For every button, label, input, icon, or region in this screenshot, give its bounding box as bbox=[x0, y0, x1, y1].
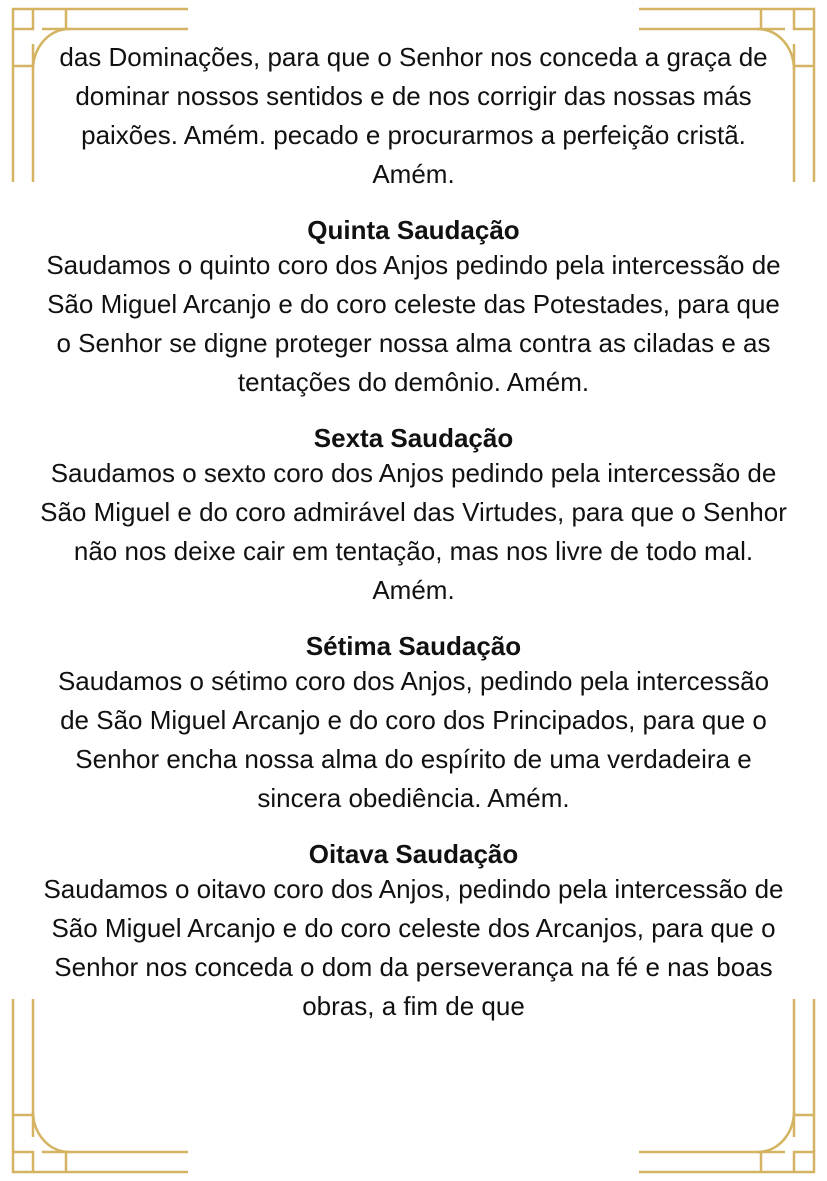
section-oitava bbox=[40, 838, 787, 1026]
section-setima bbox=[40, 630, 787, 818]
prayer-content bbox=[40, 38, 787, 1026]
section-text: Saudamos o quinto coro dos Anjos pedindo pela intercessão de São Miguel Arcanjo e do coro celeste das Potestades, para que o Senhor se digne proteger nossa alma contra as ciladas e as tentações do demônio. Amém. bbox=[46, 250, 781, 397]
section-text: Saudamos o oitavo coro dos Anjos, pedindo pela intercessão de São Miguel Arcanjo e do coro celeste dos Arcanjos, para que o Senhor nos conceda o dom da perseverança na fé e nas boas obras, a fim de que bbox=[43, 874, 784, 1021]
intro-paragraph: das Dominações, para que o Senhor nos conceda a graça de dominar nossos sentidos e de nos corrigir das nossas más paixões. Amém. pecado e procurarmos a perfeição cristã. Amém. bbox=[59, 42, 768, 189]
section-text: Saudamos o sexto coro dos Anjos pedindo pela intercessão de São Miguel e do coro admirável das Virtudes, para que o Senhor não nos deixe cair em tentação, mas nos livre de todo mal. Amém. bbox=[40, 458, 787, 605]
section-heading: Sexta Saudação bbox=[313, 423, 514, 453]
section-sexta bbox=[40, 422, 787, 610]
section-heading: Quinta Saudação bbox=[307, 215, 520, 245]
section-heading: Oitava Saudação bbox=[308, 839, 519, 869]
section-quinta bbox=[40, 214, 787, 402]
section-text: Saudamos o sétimo coro dos Anjos, pedindo pela intercessão de São Miguel Arcanjo e do coro dos Principados, para que o Senhor encha nossa alma do espírito de uma verdadeira e sincera obediência. Amém. bbox=[57, 666, 770, 813]
section-heading: Sétima Saudação bbox=[305, 631, 522, 661]
